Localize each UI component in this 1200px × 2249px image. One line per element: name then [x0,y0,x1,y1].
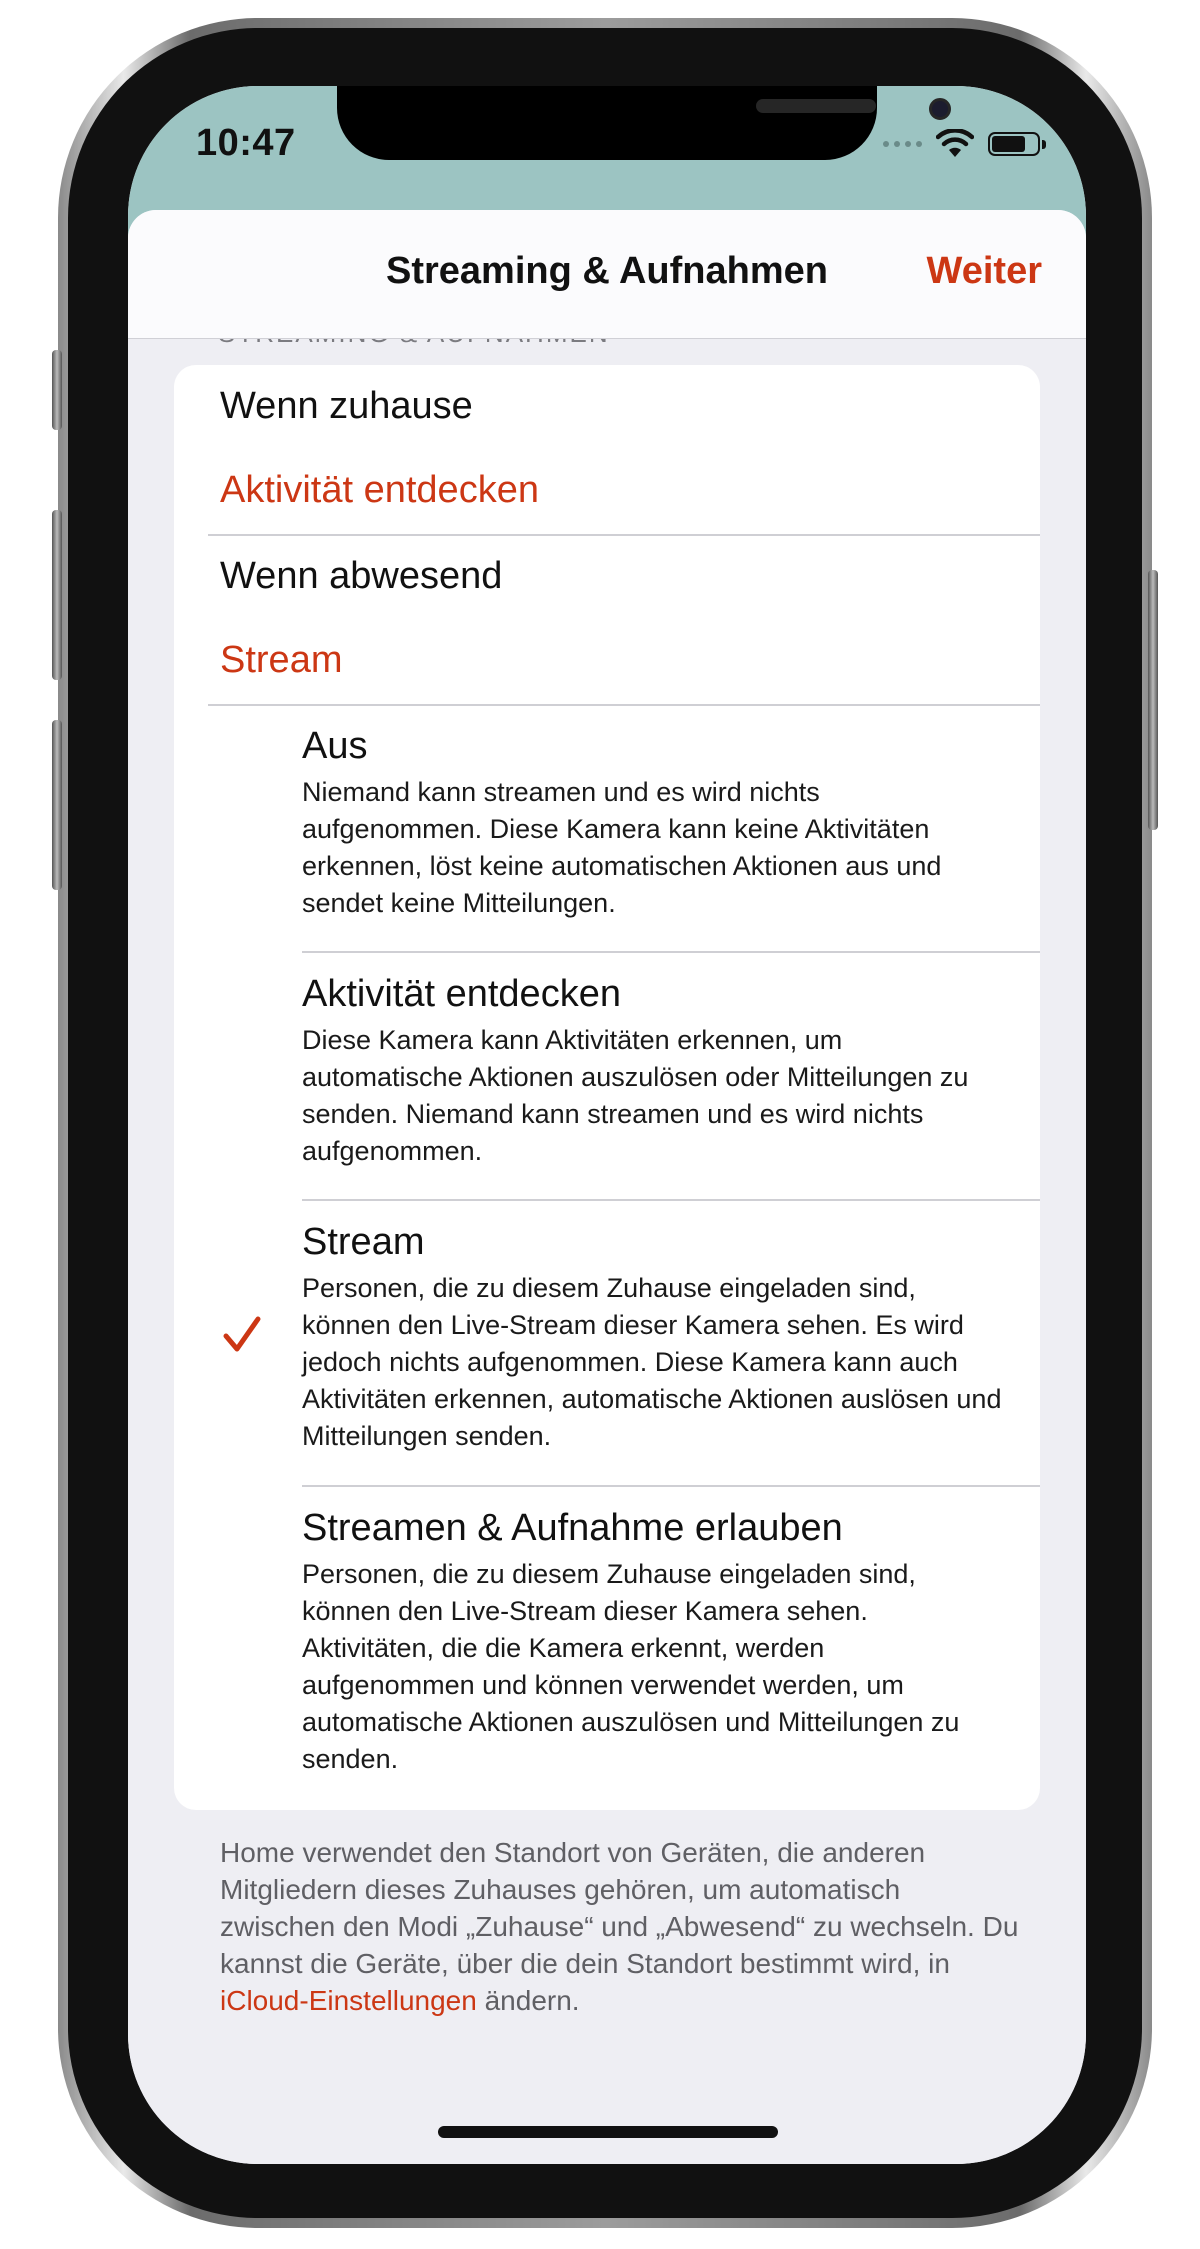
icloud-settings-link[interactable]: iCloud-Einstellungen [220,1985,477,2016]
separator [302,1485,1040,1487]
separator [302,951,1040,953]
option-description: Diese Kamera kann Aktivitäten erkennen, um automatische Aktionen auszulösen oder Mitteilungen zu senden. Niemand kann streamen und es wird nichts aufgenommen. [302,1025,969,1166]
wifi-icon [936,129,974,159]
battery-icon [988,132,1040,156]
screen [128,86,1086,2164]
footer-text: Home verwendet den Standort von Geräten, die anderen Mitgliedern dieses Zuhauses gehören, um automatisch zwischen den Modi „Zuhause“ und „Abwesend“ zu wechseln. Du kannst die Geräte, über die dein Standort bestimmt wird, in [220,1837,1019,1979]
footer-text-end: ändern. [476,1985,580,2016]
nav-title: Streaming & Aufnahmen [386,250,828,292]
option-description: Personen, die zu diesem Zuhause eingeladen sind, können den Live-Stream dieser Kamera sehen. Es wird jedoch nichts aufgenommen. Diese Kamera kann auch Aktivitäten erkennen, automatische Aktionen auslösen und Mitteilungen senden. [302,1273,1002,1451]
volume-down-button [52,720,62,890]
option-title: Streamen & Aufnahme erlauben [302,1507,843,1549]
home-indicator[interactable] [438,2126,778,2138]
mode-value: Stream [220,639,343,681]
separator [302,1199,1040,1201]
option-title: Aus [302,725,368,767]
mode-value: Aktivität entdecken [220,469,539,511]
front-camera [929,98,951,120]
footer-note [220,1834,1020,2019]
next-button[interactable]: Weiter [926,250,1042,292]
modal-sheet [128,210,1086,2164]
checkmark-icon [220,1313,264,1357]
mode-label: Wenn zuhause [220,385,473,427]
mode-label: Wenn abwesend [220,555,503,597]
speaker-grille [756,99,876,113]
option-description: Personen, die zu diesem Zuhause eingeladen sind, können den Live-Stream dieser Kamera sehen. Aktivitäten, die die Kamera erkennt, werden aufgenommen und können verwendet werden, um automatische Aktionen auszulösen und Mitteilungen zu senden. [302,1559,960,1774]
status-icons [883,126,1040,162]
cellular-signal-icon [883,141,922,147]
navigation-bar [128,210,1086,339]
mute-switch [52,350,62,430]
volume-up-button [52,510,62,680]
settings-card [174,365,1040,1810]
notch [337,86,877,160]
status-time: 10:47 [196,122,296,164]
side-button [1148,570,1158,830]
separator [208,534,1040,536]
option-description: Niemand kann streamen und es wird nichts aufgenommen. Diese Kamera kann keine Aktivitäten erkennen, löst keine automatischen Aktionen aus und sendet keine Mitteilungen. [302,777,942,918]
separator [208,704,1040,706]
option-title: Aktivität entdecken [302,973,621,1015]
option-title: Stream [302,1221,425,1263]
